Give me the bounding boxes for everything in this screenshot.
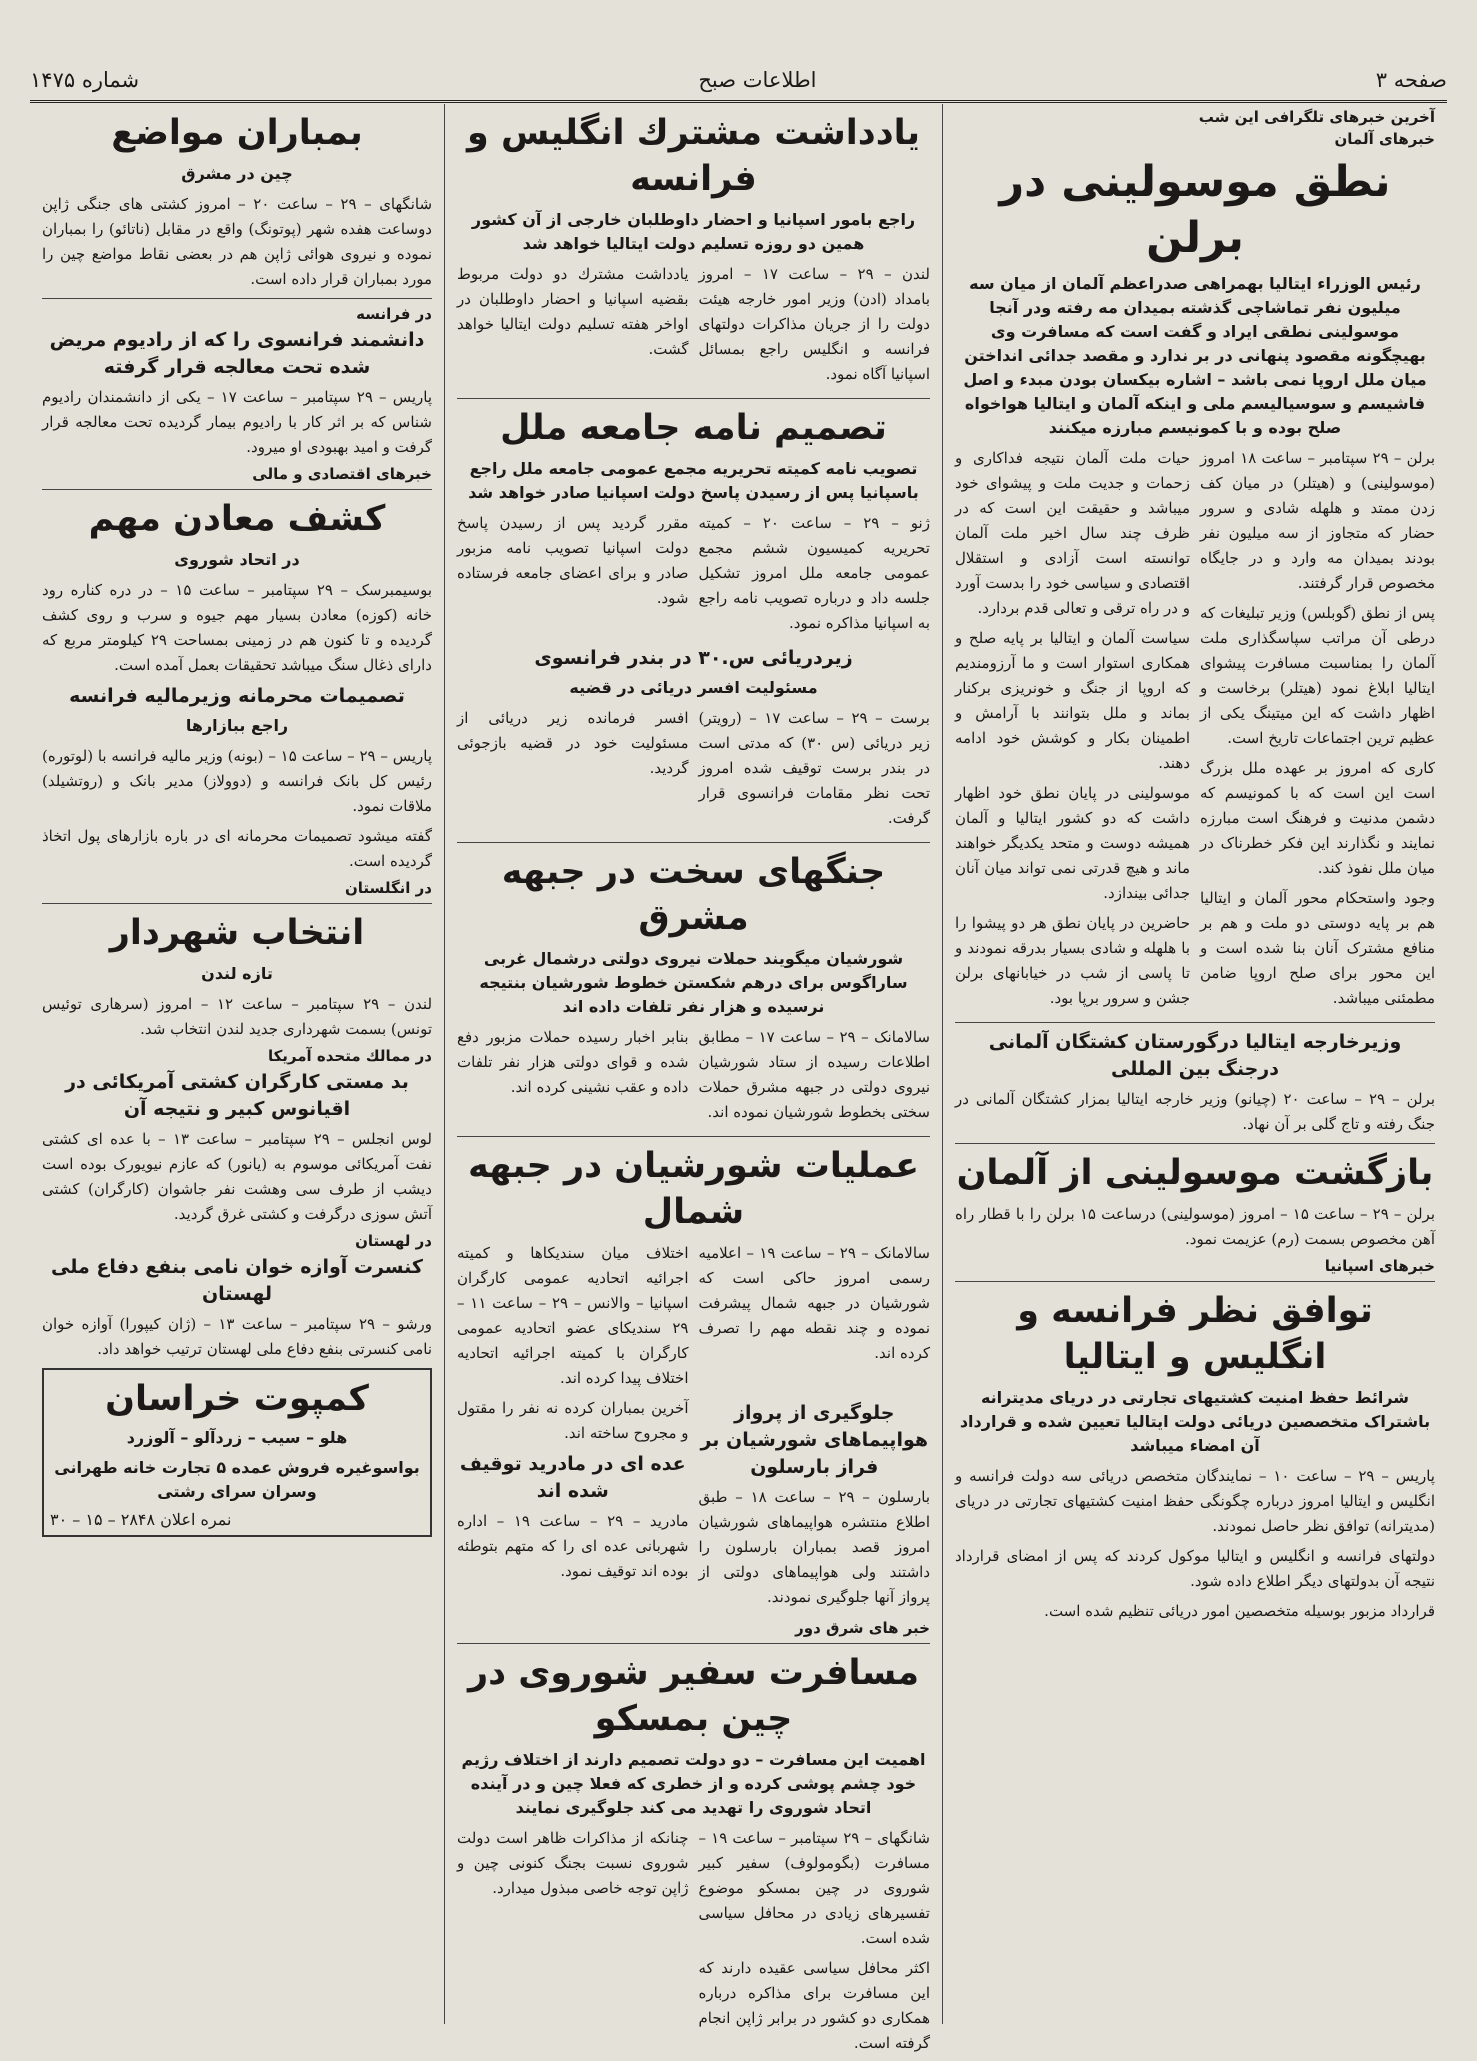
headline-finance-minister: تصمیمات محرمانه وزیرمالیه فرانسه — [69, 685, 405, 707]
paper-name: اطلاعات صبح — [698, 68, 817, 92]
speech-paragraph: پس از نطق (گوبلس) وزیر تبلیغات که درطی آن مراتب سپاسگذاری ملت آلمان را بمناسبت مسافرت پیشوای ایتالیا ابلاغ نمود (هیتلر) برخاست و اظهار داشت که این میتینگ یکی از عظیم ترین اجتماعات تاریخ است. — [1200, 604, 1435, 747]
eastern-col-2 — [457, 1025, 689, 1130]
soviet-paragraph: اکثر محافل سیاسی عقیده دارند که این مسافرت برای مذاکره درباره همکاری دو کشور در برابر ژاپن انجام گرفته است. — [698, 1959, 930, 2052]
bombardment-paragraph: شانگهای – ۲۹ – ساعت ۲۰ – امروز کشتی های جنگی ژاپن دوساعت هفده شهر (پوتونگ) واقع در مقابل (ناتائو) را بمباران نموده و نیروی هوائی ژاپن هم در بعضی نقاط مواضع چین را مورد بمباران قرار داده است. — [42, 195, 433, 288]
submarine-paragraph: برست – ۲۹ – ساعت ۱۷ – (رویتر) زیر دریائی (س ۳۰) که مدتی است در بندر برست توقیف شده امروز تحت نظر مقامات فرانسوی قرار گرفت. — [698, 709, 930, 827]
mayor-deck: تازه لندن — [201, 964, 273, 983]
joint-note-paragraph: یادداشت مشترك دو دولت مربوط بقضیه اسپانیا و احضار داوطلبان در اواخر هفته تسلیم دولت ایتالیا خواهد گشت. — [457, 265, 689, 358]
divider — [457, 1643, 930, 1644]
headline-mussolini-return: بازگشت موسولینی از آلمان — [956, 1153, 1434, 1193]
joint-note-deck: راجع بامور اسپانیا و احضار داوطلبان خارجی از آن کشور همین دو روزه تسلیم دولت ایتالیا خواهد شد — [471, 210, 916, 253]
accord-paragraph: پاریس – ۲۹ – ساعت ۱۰ – نمایندگان متخصص دریائی سه دولت فرانسه و انگلیس و ایتالیا امروز درباره چگونگی حفظ امنیت کشتیهای تجارتی در دریای (مدیترانه) توافق نظر حاصل نمودند. — [955, 1467, 1435, 1535]
divider — [955, 1143, 1435, 1144]
headline-submarine: زیردریائی س.۳۰ در بندر فرانسوی — [534, 647, 853, 669]
joint-note-paragraph: لندن – ۲۹ – ساعت ۱۷ – امروز بامداد (ادن) وزیر امور خارجه هیئت دولت را از جریان مذاکرات دولتهای فرانسه و انگلیس راجع بمسائل اسپانیا آگاه نمود. — [698, 265, 930, 383]
league-deck: تصویب نامه کمیته تحریریه مجمع عمومی جامعه ملل راجع باسپانیا پس از رسیدن پاسخ دولت اسپانیا صادر خواهد شد — [468, 459, 919, 502]
speech-body — [955, 446, 1435, 1016]
air-and-madrid — [457, 1396, 930, 1615]
league-col-2 — [457, 511, 689, 641]
finance-deck: راجع ببازارها — [185, 716, 289, 735]
section-england: در انگلستان — [345, 879, 432, 897]
cemetery-text: برلن – ۲۹ – ساعت ۲۰ (چیانو) وزیر خارجه ایتالیا بمزار کشتگان آلمانی در جنگ رفته و تاج گلی بر آن نهاد. — [955, 1090, 1436, 1133]
divider — [955, 1281, 1435, 1282]
divider — [42, 298, 432, 299]
section-economy: خبرهای اقتصادی و مالی — [252, 465, 432, 483]
ad-headline: کمپوت خراسان — [105, 1379, 369, 1419]
finance-paragraph: پاریس – ۲۹ – ساعت ۱۵ – (بونه) وزیر مالیه فرانسه با (لوتوره) رئیس کل بانک فرانسه و (دوولاز) مدیر بانک و (روتشیلد) ملاقات نمود. — [42, 747, 432, 815]
northern-paragraph: سالامانک – ۲۹ – ساعت ۱۹ – اعلامیه رسمی امروز حاکی است که شورشیان در جبهه شمال پیشرفت نموده و چند نقطه مهم را تصرف کرده اند. — [698, 1244, 930, 1362]
accord-deck: شرائط حفظ امنیت کشتیهای تجارتی در دریای مدیترانه باشتراک متخصصین دریائی دولت ایتالیا تعیین شده و قرارداد آن امضاء میباشد — [959, 1388, 1431, 1455]
speech-paragraph: کاری که امروز بر عهده ملل بزرگ است این است که با کمونیسم که دشمن مدنیت و فرهنگ است مبارزه نمایند و نگذارند این فکر خطرناک در میان ملل نفوذ کند. — [1200, 759, 1435, 877]
headline-soviet-ambassador: مسافرت سفیر شوروی در چین بمسکو — [468, 1653, 919, 1739]
section-far-east: خبر های شرق دور — [795, 1619, 930, 1637]
eastern-col-1 — [699, 1025, 931, 1130]
joint-note-body — [457, 262, 930, 392]
headline-mussolini-speech: نطق موسولینی در برلن — [999, 157, 1391, 263]
page-number: صفحه ۳ — [1375, 68, 1447, 92]
madrid-paragraph: مادرید – ۲۹ – ساعت ۱۹ – اداره شهربانی عده ای را که متهم بتوطئه بوده اند توقیف نمود. — [457, 1512, 689, 1580]
air-paragraph: بارسلون – ۲۹ – ساعت ۱۸ – طبق اطلاع منتشره هواپیماهای شورشیان امروز قصد بمباران بارسلون را داشتند ولی هواپیماهای دولتی از پرواز آنها جلوگیری نمودند. — [698, 1488, 930, 1606]
section-spain: خبرهای اسپانیا — [1324, 1257, 1435, 1275]
air-block — [699, 1396, 931, 1615]
ad-seller: بواسوغیره فروش عمده ۵ تجارت خانه طهرانی وسران سرای رشتی — [54, 1458, 420, 1501]
headline-league-resolution: تصمیم نامه جامعه ملل — [500, 408, 887, 448]
masthead — [30, 60, 1447, 103]
headline-madrid-arrests: عده ای در مادرید توقیف شده اند — [459, 1453, 686, 1502]
submarine-col-2 — [457, 706, 689, 836]
headline-us-sailors: بد مستی كارگران كشتی آمریكائی در اقیانوس كبیر و نتیجه آن — [65, 1071, 409, 1120]
soviet-paragraph: چنانکه از مذاکرات ظاهر است دولت شوروی نسبت بجنگ کنونی چین و ژاپن توجه خاصی مبذول میدارد. — [457, 1829, 689, 1897]
mayor-paragraph: لندن – ۲۹ سپتامبر – ساعت ۱۲ – امروز (سرهاری توئیس تونس) بسمت شهرداری جدید لندن انتخاب شد. — [42, 995, 433, 1038]
ad-number: نمره اعلان ۲۸۴۸ – ۱۵ – ۳۰ — [50, 1510, 232, 1529]
headline-accord: توافق نظر فرانسه و انگلیس و ایتالیا — [1017, 1291, 1373, 1377]
eastern-front-deck: شورشیان میگویند حملات نیروی دولتی درشمال غربی ساراگوس برای درهم شکستن خطوط شورشیان بنتیجه نرسیده و هزار نفر تلفات داده اند — [479, 949, 908, 1016]
northern-col-1 — [699, 1241, 931, 1396]
league-paragraph: ژنو – ۲۹ – ساعت ۲۰ – کمیته تحریریه کمیسیون ششم مجمع عمومی جامعه ملل امروز تشکیل جلسه داد و درباره تصویب نامه راجع به اسپانیا مذاکره نمود. — [698, 514, 930, 632]
league-body — [457, 511, 930, 641]
radium-paragraph: پاریس – ۲۹ سپتامبر – ساعت ۱۷ – یکی از دانشمندان رادیوم شناس که بر اثر کار با رادیوم بیمار گردیده تحت معالجه قرار گرفت و امید بهبودی او میرود. — [42, 388, 432, 456]
northern-paragraph: اختلاف میان سندیکاها و کمیته اجرائیه اتحادیه عمومی کارگران اسپانیا – والانس – ۲۹ – ساعت ۱۱ – ۲۹ سندیکای عضو اتحادیه عمومی کارگران با کمیته اجرائیه اتحادیه اختلاف پیدا کرده اند. — [457, 1244, 689, 1387]
speech-lead: رئیس الوزراء ایتالیا بهمراهی صدراعظم آلمان از میان سه میلیون نفر تماشاچی گذشته بمیدان مه رفته ودر آنجا موسولینی نطقی ایراد و گفت است که مسافرت وی بهیچگونه مقصود پنهانی در بر ندارد و مقصد جدائی انداختن میان ملل اروپا نمی باشد – اشاره بیکسان بودن مبدء و اصل فاشیسم و سوسیالیسم ملی و اینکه آلمان و ایتالیا هواخواه صلح بوده و با کمونیسم مبارزه میکنند — [963, 274, 1427, 437]
left-column — [30, 104, 444, 2024]
finance-paragraph: گفته میشود تصمیمات محرمانه ای در باره بازارهای پول اتخاذ گردیده است. — [42, 827, 432, 870]
mines-paragraph: بوسیمبرسک – ۲۹ سپتامبر – ساعت ۱۵ – در دره کناره رود خانه (کوزه) معادن بسیار مهم جیوه و سرب و روی کشف گردیده و تا کنون هم در زمینی بمساحت ۲۹ کیلومتر مربع که دارای ذغال سنگ میباشد تحقیقات بعمل آمده است. — [42, 581, 432, 674]
speech-paragraph: حیات ملت آلمان نتیجه فداکاری و زحمات و جدیت ملت و پیشوای خود میباشد و حقیقت این است که در ظرف چند سال اخیر ملت آلمان توانسته است آزادی و استقلال اقتصادی و سیاسی خود را بدست آورد و در راه ترقی و تعالی قدم بردارد. — [955, 449, 1190, 617]
headline-italian-minister-cemetery: وزیرخارجه ایتالیا درگورستان کشتگان آلمانی درجنگ بین المللی — [988, 1031, 1402, 1080]
headline-bombardment: بمباران مواضع — [111, 113, 363, 153]
joint-note-col-2 — [457, 262, 689, 392]
right-column — [942, 104, 1447, 2024]
headline-joint-note: یادداشت مشترك انگلیس و فرانسه — [467, 113, 920, 199]
divider — [457, 1136, 930, 1137]
divider — [457, 398, 930, 399]
eastern-paragraph: سالامانک – ۲۹ – ساعت ۱۷ – مطابق اطلاعات رسیده از ستاد شورشیان نیروی دولتی در جبهه مشرق حملات سختی بخطوط شورشیان نموده اند. — [698, 1028, 931, 1121]
section-poland: در لهستان — [355, 1232, 432, 1250]
section-germany: خبرهای آلمان — [1334, 130, 1435, 148]
us-paragraph: لوس انجلس – ۲۹ سپتامبر – ساعت ۱۳ – با عده ای کشتی نفت آمریکائی موسوم به (یانور) که عازم نیویورک بوده است دیشب از طرف سی وهشت نفر جاشوان (کارگران) کشتی آتش سوزی درگرفت و کشتی غرق گردید. — [42, 1130, 432, 1223]
divider — [457, 842, 930, 843]
speech-paragraph: موسولینی در پایان نطق خود اظهار داشت که دو کشور ایتالیا و آلمان همیشه دوست و متحد یکدیگر خواهند ماند و هیچ قدرتی نمی تواند میان آنان جدائی بیندازد. — [955, 784, 1190, 902]
soviet-col-1 — [699, 1826, 931, 2061]
speech-paragraph: حاضرین در پایان نطق هر دو پیشوا را با هلهله و شادی بسیار بدرقه نمودند و تا پاسی از شب در خیابانهای برلن جشن و سرور برپا بود. — [955, 914, 1190, 1007]
headline-eastern-front: جنگهای سخت در جبهه مشرق — [501, 852, 886, 938]
divider — [42, 903, 432, 904]
headline-mines: کشف معادن مهم — [88, 499, 386, 539]
speech-body-col-1 — [1200, 446, 1435, 1016]
northern-front-body — [457, 1241, 930, 1396]
northern-col-2 — [457, 1241, 689, 1396]
headline-mayor: انتخاب شهردار — [109, 913, 365, 953]
madrid-block — [457, 1396, 689, 1615]
section-france: در فرانسه — [356, 305, 432, 323]
right-kicker: آخرین خبرهای تلگرافی این شب — [1198, 108, 1435, 126]
ad-products: هلو – سیب – زردآلو – آلوزرد — [126, 1428, 348, 1447]
speech-paragraph: برلن – ۲۹ سپتامبر – ساعت ۱۸ امروز (موسولینی) و (هیتلر) در میان کف زدن ممتد و هلهله شادی و سرور حضار که متجاوز از سه میلیون نفر بودند بمیدان مه وارد و در جایگاه مخصوص قرار گرفتند. — [1200, 449, 1436, 592]
headline-air-barcelona: جلوگیری از پرواز هواپیماهای شورشیان بر فراز بارسلون — [700, 1402, 929, 1478]
air-paragraph: آخرین بمباران کرده نه نفر را مقتول و مجروح ساخته اند. — [457, 1399, 689, 1442]
soviet-col-2 — [457, 1826, 689, 2061]
middle-column — [444, 104, 942, 2052]
divider — [42, 489, 432, 490]
headline-northern-front: عملیات شورشیان در جبهه شمال — [467, 1146, 919, 1232]
league-col-1 — [699, 511, 931, 641]
soviet-paragraph: شانگهای – ۲۹ سپتامبر – ساعت ۱۹ – مسافرت (بگومولوف) سفیر کبیر شوروی در چین بمسکو موضوع تفسیرهای زیادی در محافل سیاسی شده است. — [698, 1829, 931, 1947]
submarine-paragraph: افسر فرمانده زیر دریائی از مسئولیت خود در قضیه بازجوئی گردید. — [457, 709, 689, 777]
issue-number: شماره ۱۴۷۵ — [30, 68, 140, 92]
accord-paragraph: قرارداد مزبور بوسیله متخصصین امور دریائی تنظیم شده است. — [1044, 1602, 1435, 1620]
mines-deck: در اتحاد شوروی — [174, 550, 300, 569]
submarine-col-1 — [699, 706, 931, 836]
soviet-deck: اهمیت این مسافرت – دو دولت تصمیم دارند از اختلاف رژیم خود چشم پوشی کرده و از خطری که فعلا چین و در آینده اتحاد شوروی را تهدید می کند جلوگیری نمایند — [461, 1750, 926, 1817]
eastern-paragraph: بنابر اخبار رسیده حملات مزبور دفع شده و قوای دولتی هزار نفر تلفات داده و عقب نشینی کرده اند. — [457, 1028, 689, 1096]
soviet-body — [457, 1826, 930, 2061]
speech-paragraph: وجود واستحکام محور آلمان و ایتالیا هم بر پایه دوستی دو ملت و هم بر منافع مشترک آنان بنا شده است و این محور برای صلح اروپا ضامن مطمئنی میباشد. — [1200, 889, 1435, 1007]
joint-note-col-1 — [699, 262, 931, 392]
section-usa: در ممالك متحده آمریکا — [267, 1047, 432, 1065]
accord-paragraph: دولتهای فرانسه و انگلیس و ایتالیا موکول کردند که پس از امضای قرارداد نتیجه آن بدولتهای دیگر اطلاع داده شود. — [955, 1547, 1435, 1590]
submarine-body — [457, 706, 930, 836]
headline-radium-scientist: دانشمند فرانسوی را که از رادیوم مریض شده تحت معالجه قرار گرفته — [49, 329, 425, 378]
advertisement-box — [42, 1368, 432, 1537]
divider — [955, 1022, 1435, 1023]
submarine-deck: مسئولیت افسر دریائی در قضیه — [569, 678, 818, 697]
concert-paragraph: ورشو – ۲۹ سپتامبر – ساعت ۱۳ – (ژان کیپورا) آوازه خوان نامی کنسرتی بنفع دفاع ملی لهستان ترتیب خواهد داد. — [42, 1315, 432, 1358]
speech-paragraph: سیاست آلمان و ایتالیا بر پایه صلح و همکاری استوار است و ما آرزومندیم که اروپا از جنگ و خونریزی برکنار بماند و ملل بتوانند با آرامش و اطمینان بکار و کوشش خود ادامه دهند. — [955, 629, 1190, 772]
eastern-front-body — [457, 1025, 930, 1130]
bombardment-deck: چین در مشرق — [181, 164, 293, 183]
return-text: برلن – ۲۹ – ساعت ۱۵ – امروز (موسولینی) درساعت ۱۵ برلن را با قطار راه آهن مخصوص بسمت (رم) عزیمت نمود. — [955, 1205, 1435, 1248]
speech-body-col-2 — [955, 446, 1190, 1016]
headline-concert: کنسرت آوازه خوان نامی بنفع دفاع ملی لهستان — [51, 1256, 423, 1305]
league-paragraph: مقرر گردید پس از رسیدن پاسخ دولت اسپانیا تصویب نامه مزبور صادر و برای اعضای جامعه فرستاده شود. — [457, 514, 689, 607]
